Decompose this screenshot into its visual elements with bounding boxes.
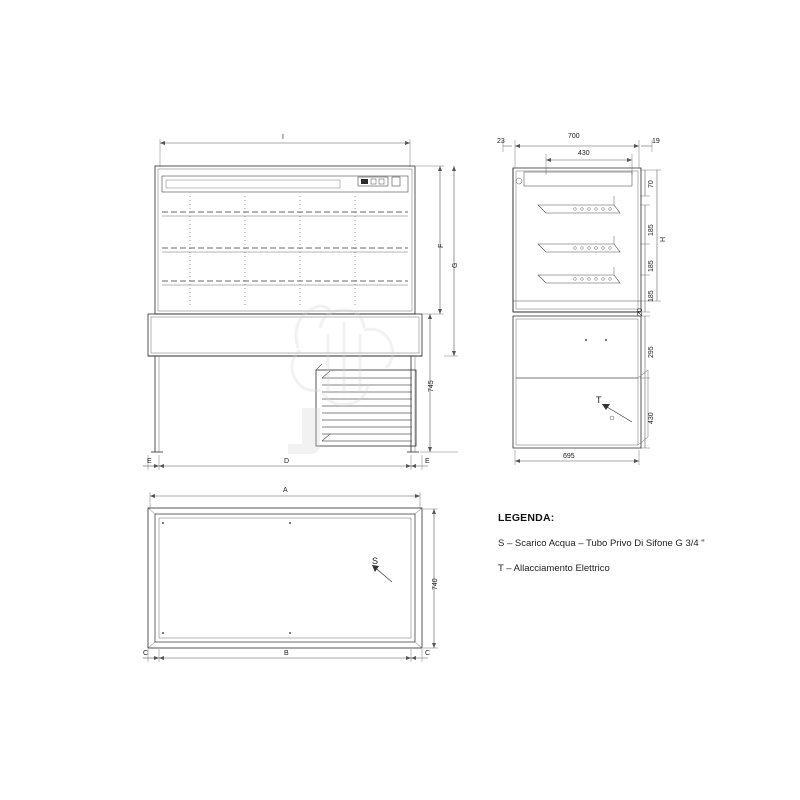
callout-T-arrow [602, 404, 632, 422]
dim-label-740: 740 [432, 578, 439, 590]
plan-dimensions [143, 492, 438, 662]
plan-inner [159, 518, 411, 638]
dim-label-185b: 185 [648, 260, 655, 272]
side-section-view [513, 168, 648, 448]
dim-label-185a: 185 [648, 224, 655, 236]
front-lower-body [148, 314, 422, 356]
plan-fixing-points [162, 522, 291, 634]
side-shelf-2 [538, 244, 620, 252]
dim-label-I: I [282, 134, 284, 141]
control-button-1 [371, 179, 376, 184]
condenser-louvers [322, 371, 412, 441]
side-shelf-1 [538, 205, 620, 213]
side-upper-inner [516, 171, 638, 309]
dim-label-70: 70 [648, 180, 655, 188]
dim-label-F: F [438, 243, 445, 248]
dim-label-E-left: E [147, 458, 152, 465]
legend-item-s: S – Scarico Acqua – Tubo Privo Di Sifone G 3/4 " [498, 538, 705, 549]
dim-label-C-right: C [425, 650, 431, 657]
front-upper-inner [158, 169, 412, 311]
dim-label-20: 20 [637, 308, 644, 316]
side-shelf-3 [538, 275, 620, 283]
legend-block [498, 512, 778, 588]
dim-label-C-left: C [143, 650, 149, 657]
control-display [361, 179, 368, 184]
dim-label-A: A [283, 487, 288, 494]
legend-item-t: T – Allacciamento Elettrico [498, 562, 610, 574]
plan-outer [148, 508, 422, 648]
callout-label-T: T [596, 395, 602, 405]
dim-label-295: 295 [648, 346, 655, 358]
side-shelves [538, 196, 620, 283]
legend-title: LEGENDA: [498, 512, 555, 524]
dim-label-430-base: 430 [648, 412, 655, 424]
control-switch [392, 177, 400, 186]
dim-label-19: 19 [652, 138, 660, 145]
dim-label-D: D [284, 458, 290, 465]
dim-label-G: G [452, 262, 459, 268]
dim-label-H: H [660, 236, 667, 242]
side-light-box [524, 172, 632, 186]
dim-label-745: 745 [428, 380, 435, 392]
dim-label-700: 700 [568, 133, 580, 140]
dim-label-E-right: E [425, 458, 430, 465]
front-lower-inner [151, 317, 419, 353]
dim-label-695: 695 [563, 453, 575, 460]
control-button-2 [379, 179, 384, 184]
side-lower-inner [516, 319, 638, 445]
dim-label-23: 23 [497, 138, 505, 145]
front-elevation-view [148, 166, 422, 452]
callout-label-S: S [372, 556, 379, 566]
dim-label-430-side: 430 [578, 150, 590, 157]
condenser-edge-top [316, 364, 322, 370]
top-plan-view [148, 508, 422, 648]
front-light-tube [166, 180, 340, 188]
front-condenser-unit [316, 370, 416, 446]
side-lower-body [513, 316, 641, 448]
side-dimensions [503, 140, 661, 465]
side-pivot [516, 178, 522, 184]
side-upper-body [513, 168, 641, 312]
callout-S-arrow [372, 565, 392, 582]
dim-label-B: B [284, 650, 289, 657]
plan-frame [155, 514, 415, 642]
dim-label-185c: 185 [648, 290, 655, 302]
